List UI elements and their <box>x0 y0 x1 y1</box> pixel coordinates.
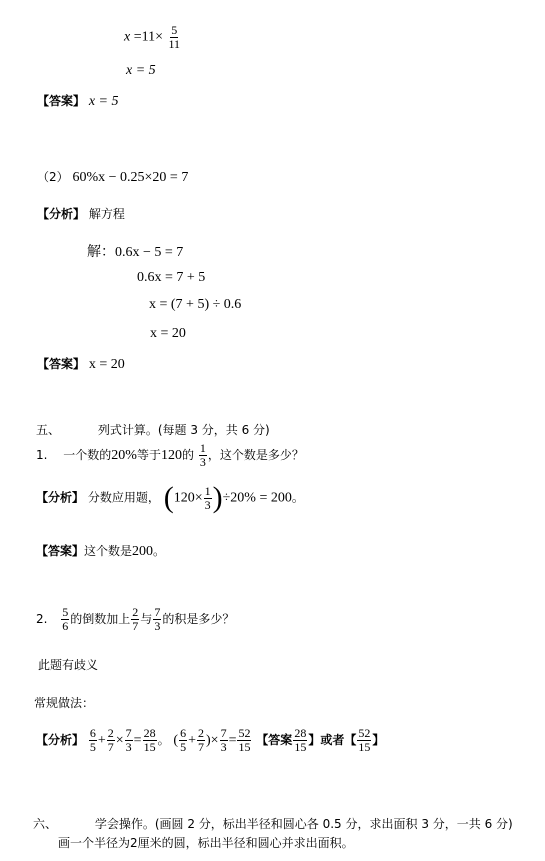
s5-p1-pct: 20% <box>111 448 137 463</box>
s5-p2-ans-frac-den: 15 <box>294 740 307 754</box>
q1-answer-value: x = 5 <box>88 94 119 109</box>
s5-p1-number: 1. <box>36 448 48 462</box>
q2-answer-label: 【答案】 <box>37 357 86 371</box>
s5-p2-frac2-num: 2 <box>132 605 139 619</box>
s5-p2-text-a: 的倒数加上 <box>70 612 131 626</box>
q2-step-4: x = 20 <box>150 326 186 341</box>
s5-p2-frac1-den: 6 <box>62 619 69 633</box>
s5-p2-ambiguous: 此题有歧义 <box>38 658 99 672</box>
q2-question <box>37 168 188 186</box>
q2-answer-value: x = 20 <box>88 357 125 372</box>
s5-p2-ans-frac <box>293 727 307 754</box>
q1-fraction <box>168 24 182 51</box>
s5-p1-expr-fraction <box>204 485 212 512</box>
equals-glyph: = <box>133 733 142 748</box>
times-glyph: × <box>210 733 219 748</box>
s5-p2-number: 2. <box>36 612 48 626</box>
s5-p2-frac1 <box>61 606 69 633</box>
s5-p2-or-frac-num: 52 <box>358 726 371 740</box>
section5-title: 列式计算。(每题 3 分，共 6 分) <box>97 423 270 437</box>
q2-step-2: 0.6x = 7 + 5 <box>137 270 206 285</box>
q1-frac-den: 11 <box>168 37 181 51</box>
s5-p2-frac3-num: 7 <box>154 605 161 619</box>
s5-p2-b-frac2-num: 2 <box>197 726 204 740</box>
s5-p2-b-frac1-den: 5 <box>180 740 187 754</box>
paren-open-glyph: ( <box>173 733 179 748</box>
s5-p2-end-bracket: 】 <box>372 733 385 747</box>
q2-analysis-text: 解方程 <box>88 207 125 221</box>
s5-p2-or-frac-den: 15 <box>358 740 371 754</box>
q1-answer-label: 【答案】 <box>37 94 86 108</box>
section6-header <box>33 815 513 832</box>
s5-p2-frac3-den: 3 <box>154 619 161 633</box>
s5-p2-analysis <box>36 727 384 754</box>
s5-p1-answer-text: 这个数是 <box>84 544 133 558</box>
q2-analysis-label: 【分析】 <box>37 207 86 221</box>
paren-close-glyph: ) <box>205 733 211 748</box>
s5-p1-expr-frac-den: 3 <box>204 497 211 512</box>
section5-heading: 五、 <box>36 423 61 437</box>
s5-p2-b-frac4 <box>237 727 251 754</box>
s5-p1-expr-end: 。 <box>291 490 304 505</box>
s5-p2-a-frac3 <box>125 727 133 754</box>
s5-p1-fraction <box>199 442 207 469</box>
plus-glyph: + <box>97 733 106 748</box>
q1-frac-num: 5 <box>171 23 178 37</box>
left-paren-glyph: ( <box>163 481 174 514</box>
s5-p1-answer <box>36 542 165 560</box>
q1-step-var: x <box>124 29 131 45</box>
s5-p2-b-frac3-den: 3 <box>220 740 227 754</box>
s5-p2-normal: 常规做法： <box>34 696 95 710</box>
s5-p1-val: 120 <box>160 448 182 463</box>
s5-p2-b-frac2-den: 7 <box>197 740 204 754</box>
s5-problem1 <box>36 442 304 469</box>
s5-p2-frac1-num: 5 <box>62 605 69 619</box>
s5-p2-b-frac4-den: 15 <box>238 740 251 754</box>
s5-p1-answer-label: 【答案】 <box>36 544 85 558</box>
s5-p1-text-c: 的 <box>181 448 194 462</box>
s5-p2-b-frac3-num: 7 <box>220 726 227 740</box>
q1-step-line2: x = 5 <box>126 63 156 78</box>
q1-step-line1 <box>124 24 182 51</box>
s5-p1-text-d: ，这个数是多少？ <box>207 448 304 462</box>
q1-answer <box>37 92 119 110</box>
s5-p1-analysis-label: 【分析】 <box>36 490 85 505</box>
s5-p2-ans-frac-num: 28 <box>294 726 307 740</box>
s5-p2-a-frac2-num: 2 <box>107 726 114 740</box>
s5-p2-or-text: 】或者【 <box>308 733 357 747</box>
s5-p2-a-frac4 <box>143 727 157 754</box>
s5-p2-answer-label: 【答案 <box>256 733 293 747</box>
s5-p1-analysis <box>36 483 304 513</box>
s5-p2-a-frac4-den: 15 <box>143 740 156 754</box>
q2-equation: 60%x − 0.25×20 = 7 <box>72 170 189 185</box>
s5-p2-b-frac1-num: 6 <box>180 726 187 740</box>
s5-p2-or-frac <box>357 727 371 754</box>
section6-heading: 六、 <box>33 817 58 831</box>
plus-glyph: + <box>188 733 196 748</box>
s5-p1-frac-den: 3 <box>199 455 206 469</box>
s5-p2-frac3 <box>153 606 161 633</box>
s5-p2-text-b: 与 <box>140 612 153 626</box>
times-glyph: × <box>115 733 124 748</box>
s5-p2-b-frac2 <box>197 727 205 754</box>
q2-analysis <box>37 205 125 222</box>
s5-problem2 <box>36 606 234 633</box>
s5-p2-analysis-label: 【分析】 <box>36 733 85 747</box>
s5-p2-a-frac2 <box>107 727 115 754</box>
s5-p2-a-frac3-num: 7 <box>125 726 132 740</box>
period-glyph: 。 <box>157 733 170 747</box>
s5-p2-a-frac1-num: 6 <box>89 726 96 740</box>
s5-p2-a-frac2-den: 7 <box>107 740 114 754</box>
right-paren-glyph: ) <box>212 481 223 514</box>
s5-p1-answer-val: 200 <box>132 544 154 559</box>
section6-title: 学会操作。(画圆 2 分，标出半径和圆心各 0.5 分，求出面积 3 分，一共 6 分) <box>94 817 513 831</box>
s5-p2-text-c: 的积是多少？ <box>162 612 235 626</box>
q2-step-3: x = (7 + 5) ÷ 0.6 <box>149 297 242 312</box>
s5-p1-expr-a: 120× <box>173 490 203 506</box>
section6-task: 画一个半径为2厘米的圆，标出半径和圆心并求出面积。 <box>58 836 354 850</box>
s5-p2-b-frac4-num: 52 <box>238 726 251 740</box>
s5-p1-expr-frac-num: 1 <box>204 483 211 498</box>
s5-p1-text-b: 等于 <box>136 448 161 462</box>
equals-glyph: = <box>228 733 237 748</box>
s5-p2-frac2 <box>131 606 139 633</box>
s5-p1-expr-b: ÷20% = 200 <box>222 490 292 506</box>
s5-p2-frac2-den: 7 <box>132 619 139 633</box>
s5-p1-analysis-text: 分数应用题， <box>87 490 160 505</box>
s5-p1-frac-num: 1 <box>199 441 206 455</box>
q1-step-op: =11× <box>133 29 163 45</box>
s5-p2-a-frac3-den: 3 <box>125 740 132 754</box>
s5-p2-a-frac1-den: 5 <box>89 740 96 754</box>
q2-answer <box>37 355 125 373</box>
s5-p2-b-frac1 <box>179 727 187 754</box>
s5-p2-a-frac4-num: 28 <box>143 726 156 740</box>
s5-p2-a-frac1 <box>89 727 97 754</box>
s5-p1-text-a: 一个数的 <box>63 448 112 462</box>
s5-p1-answer-end: 。 <box>153 544 166 558</box>
s5-p2-b-frac3 <box>220 727 228 754</box>
q2-step-1: 解：0.6x − 5 = 7 <box>87 245 184 260</box>
section5-header <box>36 421 270 438</box>
q2-prefix: （2） <box>37 170 69 184</box>
